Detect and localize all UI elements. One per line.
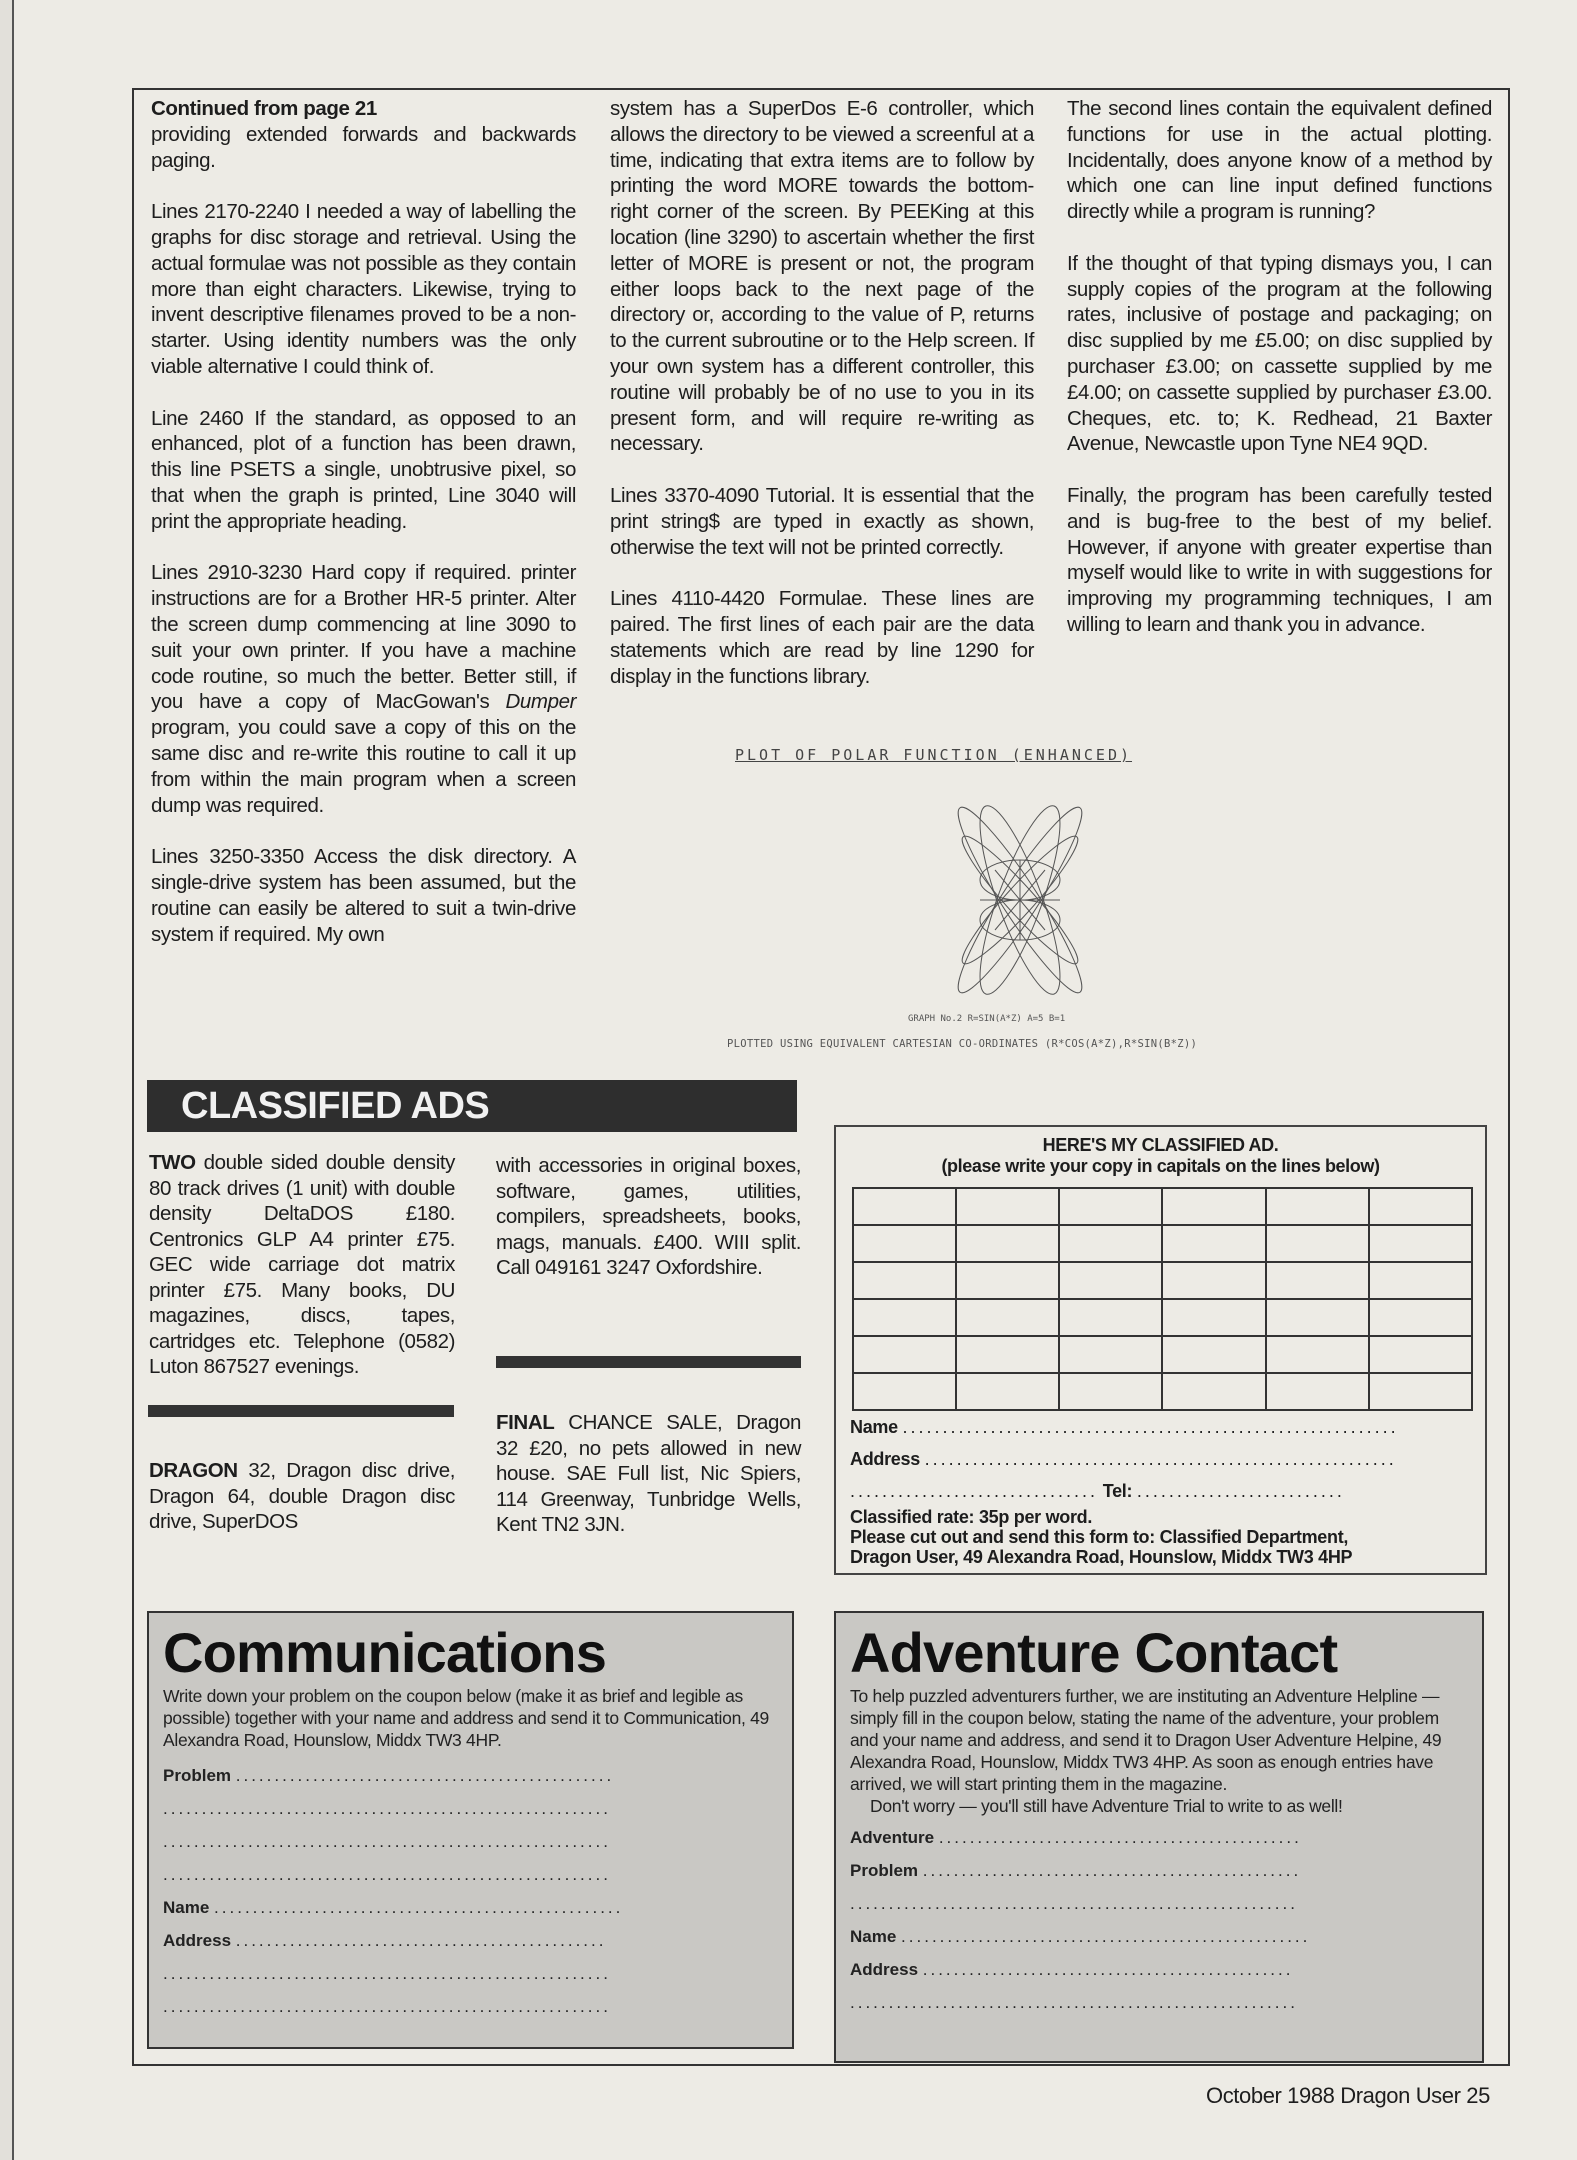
word-cell[interactable] [956,1262,1059,1299]
classified-ad-form [834,1125,1487,1575]
word-cell[interactable] [1369,1299,1472,1336]
address-line[interactable]: .......................................................... [163,1964,611,1983]
word-cell[interactable] [956,1373,1059,1410]
article-column-2 [610,96,1034,715]
word-cell[interactable] [853,1262,956,1299]
word-cell[interactable] [956,1299,1059,1336]
paragraph: The second lines contain the equivalent defined functions for use in the actual plotting. Incidentally, does anyone know of a method by which one can line input defined functions directly while a program is running? [1067,97,1492,224]
paragraph: Lines 3370-4090 Tutorial. It is essential that the print string$ are typed in exactly as shown, otherwise the text will not be printed correctly. [610,483,1034,559]
paragraph: Lines 3250-3350 Access the disk directory. A single-drive system has been assumed, but the routine can easily be altered to suit a twin-drive system if required. My own [151,845,576,946]
name-label: Name [850,1417,898,1437]
tel-label: Tel: [1102,1481,1133,1501]
word-cell[interactable] [1266,1336,1369,1373]
text: Lines 2910-3230 Hard copy if required. printer instructions are for a Brother HR-5 printer. Alter the screen dump commencing at line 3090 to suit your own printer. If you have a machine code routine, so much the better. Better still, if you have a copy of MacGowan's [151,561,576,714]
word-cell[interactable] [956,1336,1059,1373]
address-label: Address [850,1960,919,1979]
word-cell[interactable] [1059,1373,1162,1410]
divider-bar [496,1356,801,1368]
paragraph: Lines 2170-2240 I needed a way of labelling the graphs for disc storage and retrieval. Using the actual formulae was not possible as they contain more than eight characters. Likewise, trying to invent descriptive filenames proved to be a non-starter. Using identity numbers was the only viable alternative I could think of. [151,200,576,378]
plot-caption: PLOTTED USING EQUIVALENT CARTESIAN CO-ORDINATES (R*COS(A*Z),R*SIN(B*Z)) [727,1038,1198,1050]
classified-ad-2 [149,1458,455,1535]
problem-label: Problem [850,1861,919,1880]
address-field[interactable]: Address ................................................ [163,1931,607,1950]
plot-graph-label: GRAPH No.2 R=SIN(A*Z) A=5 B=1 [908,1014,1066,1024]
word-cell[interactable] [1059,1262,1162,1299]
word-cell[interactable] [853,1373,956,1410]
adventure-contact-title: Adventure Contact [850,1621,1338,1684]
classified-rate: Classified rate: 35p per word. [850,1507,1093,1527]
ad-text: CHANCE SALE, Dragon 32 £20, no pets allowed in new house. SAE Full list, Nic Spiers, 114 Greenway, Tunbridge Wells, Kent TN2 3JN. [496,1411,801,1536]
classified-ads-heading: CLASSIFIED ADS [147,1080,797,1132]
classified-ad-2-continued: with accessories in original boxes, software, games, utilities, compilers, spreadsheets, books, mags, manuals. £400. WIII split. Call 049161 3247 Oxfordshire. [496,1154,801,1279]
previous-page-edge [0,0,14,2160]
ad-lead: DRAGON [149,1459,238,1482]
program-name: Dumper [505,690,576,714]
communications-title: Communications [163,1621,607,1684]
classified-ad-3 [496,1410,801,1538]
communications-coupon [147,1611,794,2049]
ad-lead: FINAL [496,1411,555,1434]
problem-line[interactable]: .......................................................... [163,1799,611,1818]
page-footer: October 1988 Dragon User 25 [1206,2083,1490,2108]
adventure-contact-coupon [834,1611,1484,2063]
word-cell[interactable] [1162,1373,1265,1410]
adventure-intro: To help puzzled adventurers further, we are instituting an Adventure Helpline — simply fill in the coupon below, stating the name of the adventure, your problem and your name and address, and send it to Dragon User Adventure Helpine, 49 Alexandra Road, Hounslow, Middx TW3 4HP. As soon as enough entries have arrived, we will start printing them in the magazine. [850,1686,1442,1794]
ad-text: double sided double density 80 track drives (1 unit) with double density DeltaDOS £180. Centronics GLP A4 printer £75. GEC wide carriage dot matrix printer £75. Many books, DU magazines, discs, tapes, cartridges etc. Telephone (0582) Luton 867527 evenings. [149,1151,455,1378]
address-line[interactable]: .......................................................... [850,1993,1298,2012]
word-cell[interactable] [1266,1262,1369,1299]
adventure-intro-2: Don't worry — you'll still have Adventure Trial to write to as well! [870,1796,1343,1816]
word-cell[interactable] [1162,1225,1265,1262]
word-cell[interactable] [1369,1336,1472,1373]
word-cell[interactable] [1162,1262,1265,1299]
continued-note: Continued from page 21 [151,97,377,120]
address-line[interactable]: .......................................................... [163,1997,611,2016]
problem-field[interactable]: Problem ................................................. [850,1861,1302,1880]
communications-intro: Write down your problem on the coupon below (make it as brief and legible as possible) together with your name and address and send it to Communication, 49 Alexandra Road, Hounslow, Middx TW3 4HP. [163,1686,769,1750]
divider-bar [148,1405,454,1417]
word-grid [852,1187,1473,1411]
address-label: Address [163,1931,232,1950]
ad-lead: TWO [149,1151,196,1174]
paragraph: Line 2460 If the standard, as opposed to an enhanced, plot of a function has been drawn, this line PSETS a single, unobtrusive pixel, so that when the graph is printed, Line 3040 will print the appropriate heading. [151,406,576,533]
paragraph: system has a SuperDos E-6 controller, which allows the directory to be viewed a screenful at a time, indicating that extra items are to follow by printing the word MORE towards the bottom-right corner of the screen. By PEEKing at this location (line 3290) to ascertain whether the first letter of MORE is present or not, the program either loops back to the next page of the directory or, according to the value of P, returns to the current subroutine or to the Help screen. If your own system has a different controller, this routine will probably be of no use to you in its present form, and will require re-writing as necessary. [610,97,1034,456]
word-cell[interactable] [1369,1262,1472,1299]
article-column-1 [151,96,576,973]
word-cell[interactable] [1059,1336,1162,1373]
word-cell[interactable] [1059,1225,1162,1262]
problem-line[interactable]: .......................................................... [163,1832,611,1851]
paragraph: Finally, the program has been carefully tested and is bug-free to the best of my belief. However, if anyone with greater expertise than myself would like to write in with suggestions for improving my programming techniques, I am willing to learn and thank you in advance. [1067,483,1492,636]
word-cell[interactable] [1369,1373,1472,1410]
address-field[interactable]: Address ................................................ [850,1960,1294,1979]
name-field[interactable]: Name ..................................................... [850,1927,1311,1946]
word-cell[interactable] [1059,1299,1162,1336]
word-cell[interactable] [853,1188,956,1225]
paragraph [151,560,576,818]
send-instructions-2: Dragon User, 49 Alexandra Road, Hounslow, Middx TW3 4HP [850,1547,1353,1567]
problem-line[interactable]: .......................................................... [850,1894,1298,1913]
word-cell[interactable] [956,1188,1059,1225]
word-cell[interactable] [1162,1299,1265,1336]
form-title-text: HERE'S MY CLASSIFIED AD. [1042,1135,1279,1155]
paragraph: If the thought of that typing dismays you, I can supply copies of the program at the following rates, inclusive of postage and packaging; on disc supplied by me £5.00; on disc supplied by purchaser £3.00; on cassette supplied by me £4.00; on cassette supplied by purchaser £3.00. Cheques, etc. to; K. Redhead, 21 Baxter Avenue, Newcastle upon Tyne NE4 9QD. [1067,251,1492,456]
problem-label: Problem [163,1766,232,1785]
name-label: Name [163,1898,210,1917]
word-cell[interactable] [853,1336,956,1373]
paragraph: providing extended forwards and backwards paging. [151,122,576,172]
word-cell[interactable] [1369,1225,1472,1262]
word-cell[interactable] [1162,1188,1265,1225]
word-cell[interactable] [1266,1373,1369,1410]
word-cell[interactable] [1059,1188,1162,1225]
word-cell[interactable] [1369,1188,1472,1225]
word-cell[interactable] [1266,1188,1369,1225]
form-subtitle: (please write your copy in capitals on the lines below) [941,1156,1380,1176]
word-cell[interactable] [1162,1336,1265,1373]
name-field[interactable]: Name .............................................................. [850,1417,1399,1437]
paragraph: Lines 4110-4420 Formulae. These lines are paired. The first lines of each pair are the data statements which are read by line 1290 for display in the functions library. [610,587,1034,688]
ad-text: 32, Dragon disc drive, Dragon 64, double Dragon disc drive, SuperDOS [149,1459,455,1533]
name-label: Name [850,1927,897,1946]
form-title [836,1135,1485,1177]
polar-plot-graphic [900,780,1140,1020]
word-cell[interactable] [853,1225,956,1262]
text: program, you could save a copy of this on the same disc and re-write this routine to call it up from within the main program when a screen dump was required. [151,716,576,817]
adventure-field[interactable]: Adventure ............................................... [850,1828,1302,1847]
word-cell[interactable] [853,1299,956,1336]
word-cell[interactable] [956,1225,1059,1262]
classified-ad-1 [149,1150,455,1380]
problem-field[interactable]: Problem ................................................. [163,1766,615,1785]
plot-title: PLOT OF POLAR FUNCTION (ENHANCED) [735,746,1133,764]
problem-line[interactable]: .......................................................... [163,1865,611,1884]
address-label: Address [850,1449,920,1469]
word-cell[interactable] [1266,1299,1369,1336]
word-cell[interactable] [1266,1225,1369,1262]
tel-field[interactable]: ............................... Tel: .......................... [850,1481,1345,1501]
name-field[interactable]: Name ..................................................... [163,1898,624,1917]
adventure-label: Adventure [850,1828,935,1847]
article-column-3 [1067,96,1492,664]
send-instructions-1: Please cut out and send this form to: Classified Department, [850,1527,1349,1547]
address-field[interactable]: Address ........................................................... [850,1449,1397,1469]
